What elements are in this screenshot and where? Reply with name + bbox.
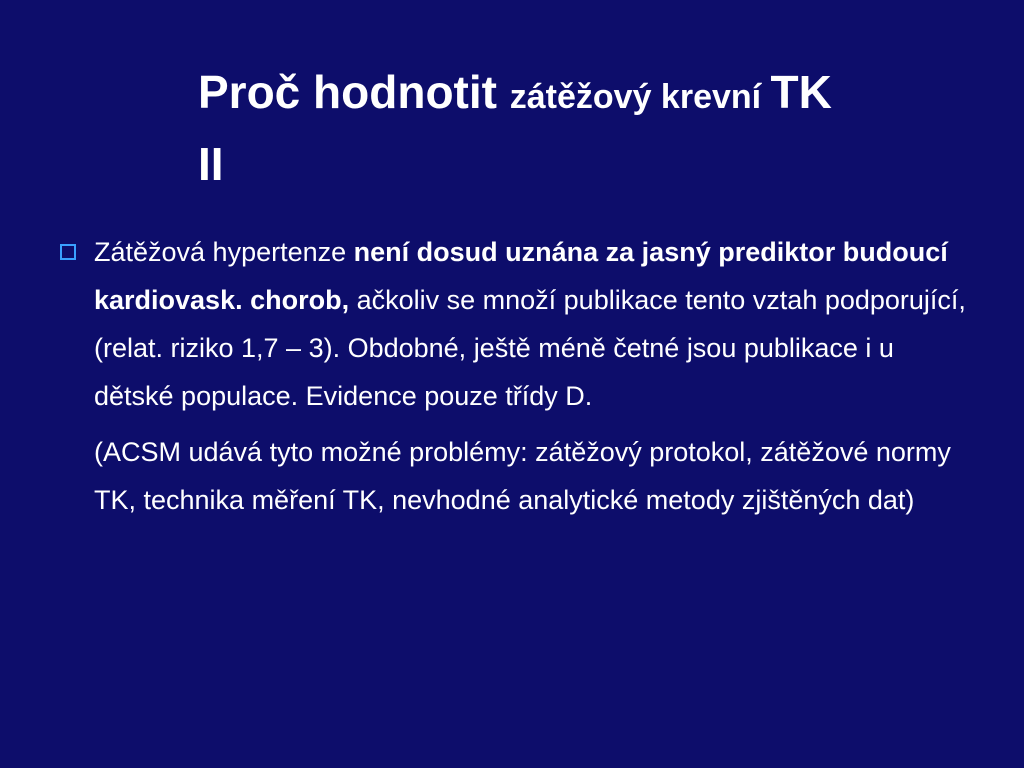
bullet-text-1: Zátěžová hypertenze: [94, 237, 354, 267]
slide-title: [198, 62, 988, 206]
slide-body: [60, 228, 980, 524]
bullet-item: [60, 228, 980, 420]
title-part-1: Proč hodnotit: [198, 66, 510, 118]
title-part-3: TK: [770, 66, 832, 118]
continuation-paragraph: (ACSM udává tyto možné problémy: zátěžový protokol, zátěžové normy TK, technika měření TK, nevhodné analytické metody zjištěných dat): [94, 437, 951, 515]
bullet-text-2: ačkoliv se množí publikace tento vztah podporující, (relat. riziko 1,7 – 3). Obdobné, ještě méně četné jsou publikace i u dětské populace. Evidence pouze třídy D.: [94, 285, 966, 411]
title-part-2: zátěžový krevní: [509, 78, 771, 116]
bullet-bold-text: není dosud uznána za jasný prediktor budoucí kardiovask. chorob,: [94, 237, 948, 315]
title-part-4: II: [198, 138, 224, 190]
hollow-square-bullet-icon: [60, 244, 76, 260]
